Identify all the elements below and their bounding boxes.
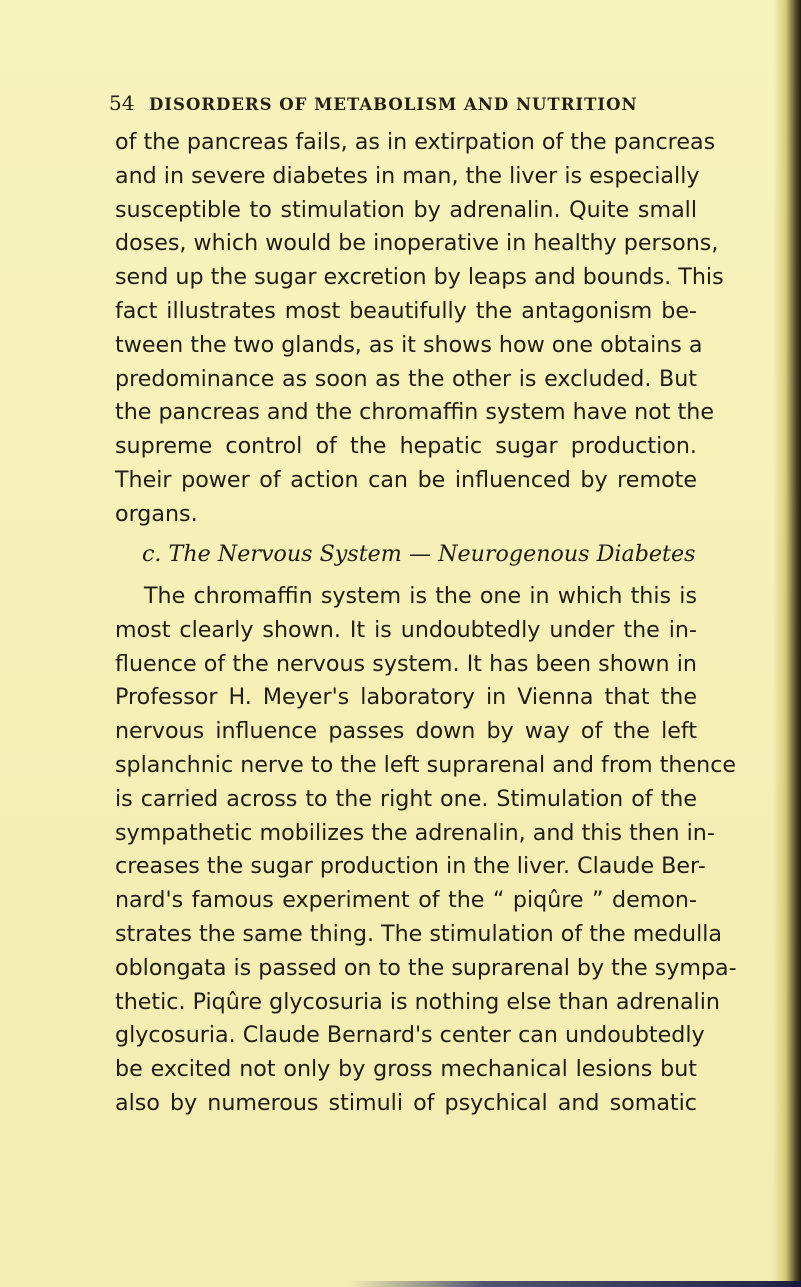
text-line: supreme control of the hepatic sugar production. bbox=[115, 433, 697, 460]
paragraph-2 bbox=[115, 580, 737, 1121]
text-line: creases the sugar production in the liver. Claude Ber- bbox=[115, 853, 706, 880]
text-line: predominance as soon as the other is excluded. But bbox=[115, 365, 697, 392]
text-line: The chromaffin system is the one in which this is bbox=[144, 583, 697, 609]
text-line: most clearly shown. It is undoubtedly under the in- bbox=[115, 616, 697, 643]
section-heading: c. The Nervous System — Neurogenous Diabetes bbox=[142, 541, 696, 567]
running-title: DISORDERS OF METABOLISM AND NUTRITION bbox=[149, 95, 638, 114]
text-line: organs. bbox=[115, 500, 198, 527]
text-line: splanchnic nerve to the left suprarenal and from thence bbox=[115, 751, 737, 778]
text-line: fact illustrates most beautifully the antagonism be- bbox=[115, 297, 697, 324]
text-line: thetic. Piqûre glycosuria is nothing else than adrenalin bbox=[115, 988, 720, 1015]
text-line: send up the sugar excretion by leaps and bounds. This bbox=[115, 264, 724, 291]
text-line: oblongata is passed on to the suprarenal by the sympa- bbox=[115, 954, 737, 981]
text-line: the pancreas and the chromaffin system have not the bbox=[115, 399, 714, 426]
page-number: 54 bbox=[109, 91, 135, 115]
page-edge-shadow bbox=[773, 0, 801, 1287]
text-line: tween the two glands, as it shows how one obtains a bbox=[115, 331, 703, 358]
text-line: susceptible to stimulation by adrenalin. Quite small bbox=[115, 196, 697, 223]
text-line: of the pancreas fails, as in extirpation of the pancreas bbox=[115, 129, 716, 155]
text-line: fluence of the nervous system. It has been shown in bbox=[115, 650, 697, 677]
text-line: is carried across to the right one. Stimulation of the bbox=[115, 785, 697, 812]
text-line: Their power of action can be influenced by remote bbox=[115, 466, 697, 493]
text-line: doses, which would be inoperative in healthy persons, bbox=[115, 230, 719, 257]
text-line: nard's famous experiment of the “ piqûre ” demon- bbox=[115, 887, 697, 914]
text-line: nervous influence passes down by way of the left bbox=[115, 718, 697, 745]
text-line: be excited not only by gross mechanical lesions but bbox=[115, 1056, 697, 1083]
text-line: also by numerous stimuli of psychical and somatic bbox=[115, 1089, 697, 1116]
text-line: and in severe diabetes in man, the liver is especially bbox=[115, 162, 700, 189]
text-line: sympathetic mobilizes the adrenalin, and this then in- bbox=[115, 819, 715, 846]
paragraph-1 bbox=[115, 126, 724, 532]
text-line: glycosuria. Claude Bernard's center can undoubtedly bbox=[115, 1022, 705, 1049]
text-line: strates the same thing. The stimulation of the medulla bbox=[115, 920, 723, 947]
running-header bbox=[109, 91, 709, 119]
text-line: Professor H. Meyer's laboratory in Vienna that the bbox=[115, 684, 697, 711]
bottom-edge-shadow bbox=[350, 1281, 801, 1287]
